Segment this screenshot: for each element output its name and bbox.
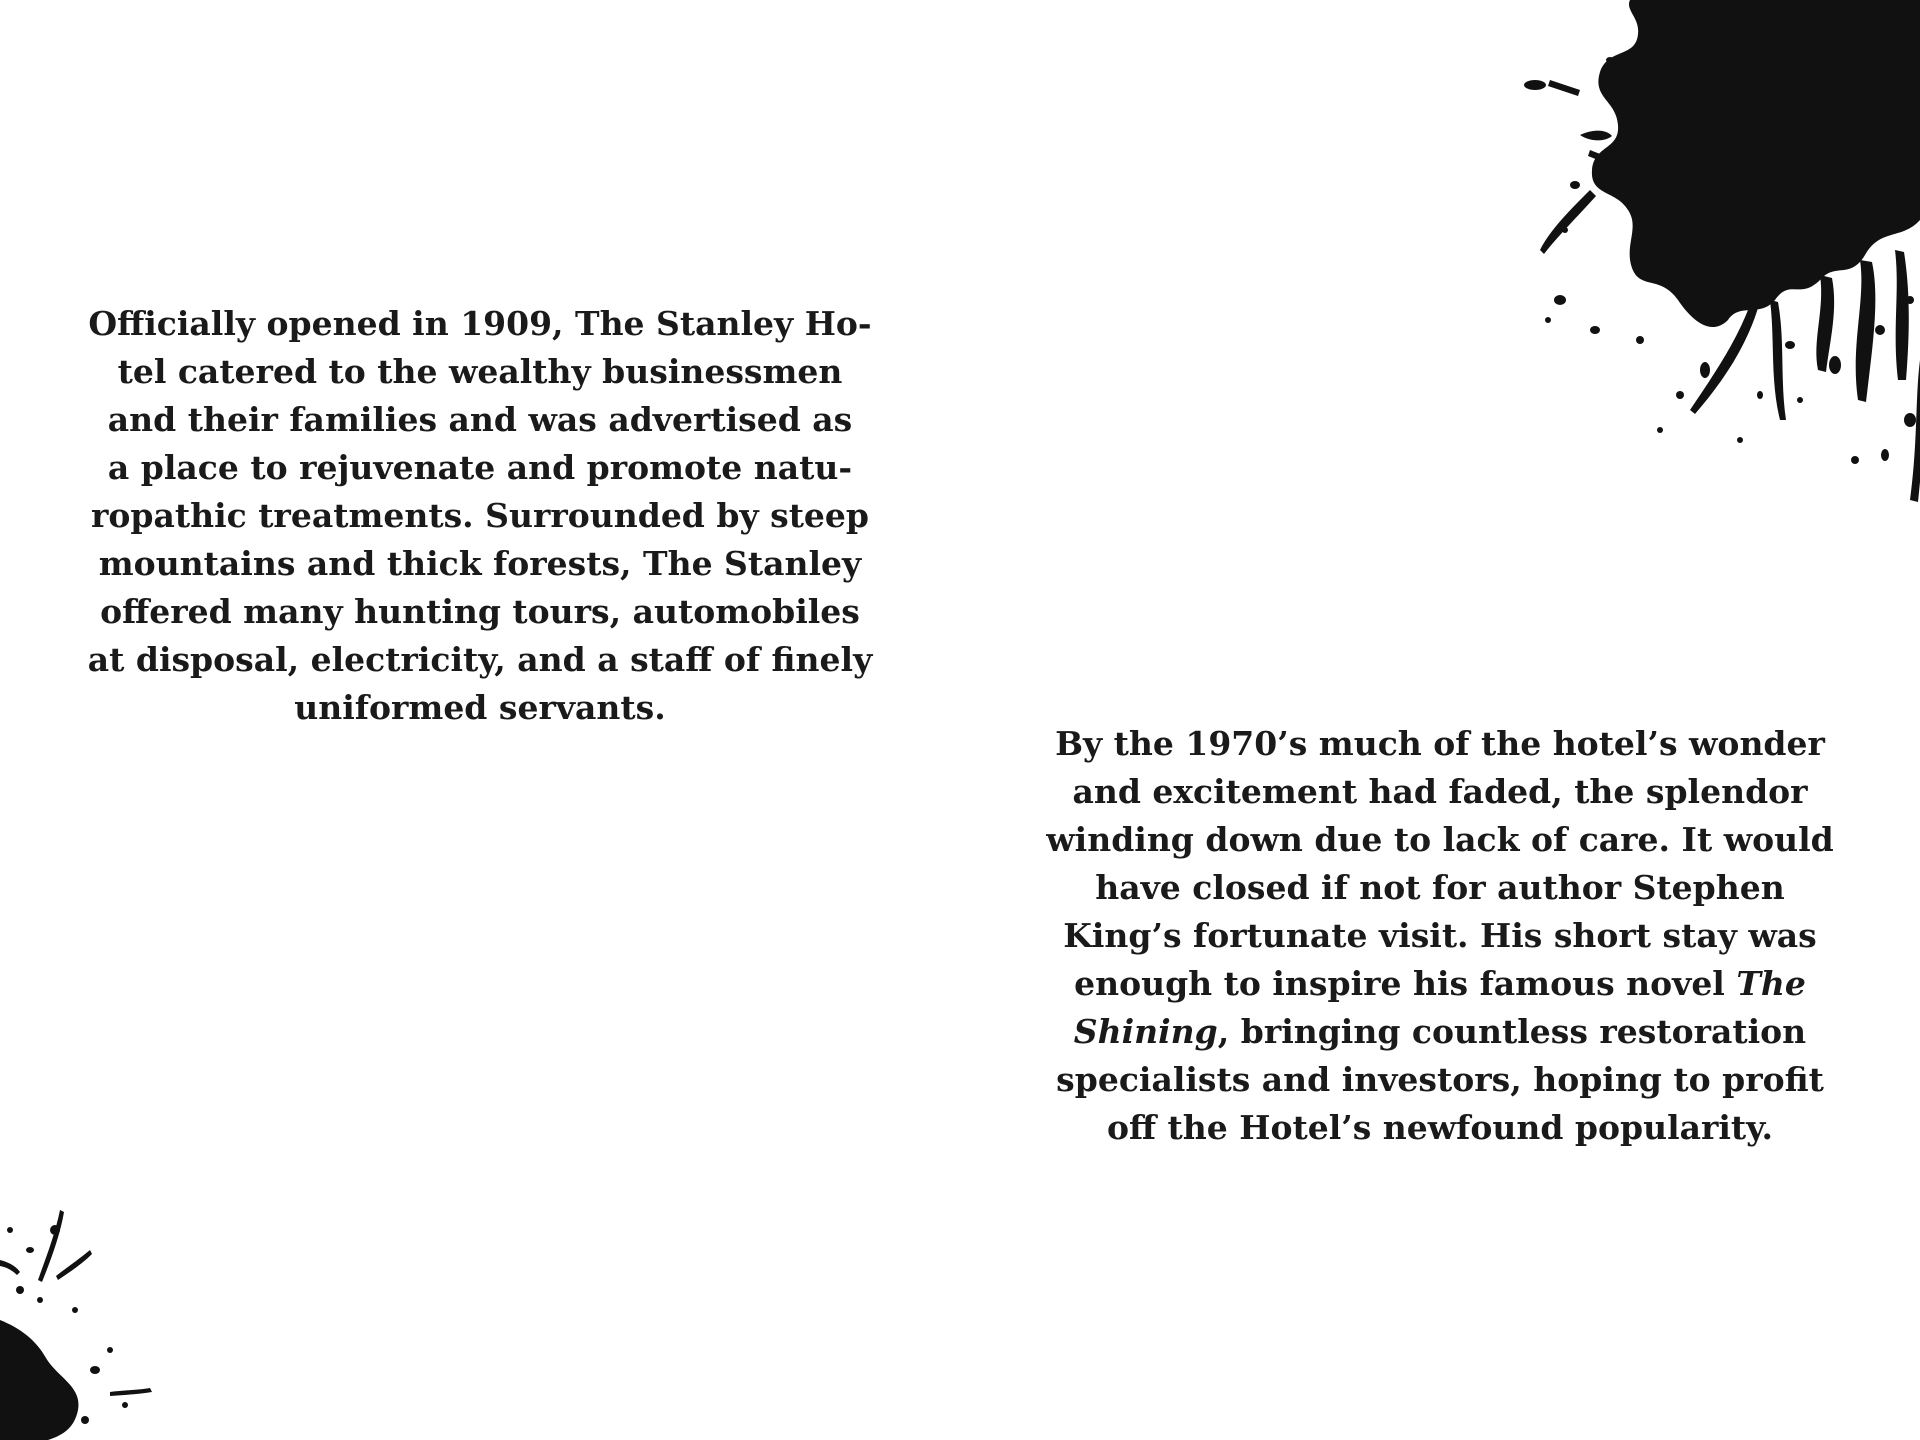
paragraph-2-line: winding down due to lack of care. It would [1046, 820, 1834, 859]
paragraph-1-line: at disposal, electricity, and a staff of finely [87, 640, 873, 679]
line-6-text: enough to inspire his famous novel [1074, 964, 1737, 1003]
paragraph-2-line: off the Hotel’s newfound popularity. [1106, 1108, 1774, 1147]
line-7-text: , bringing countless restoration [1217, 1012, 1807, 1051]
paragraph-2-line: specialists and investors, hoping to profit [1056, 1060, 1824, 1099]
paragraph-1-line: ropathic treatments. Surrounded by steep [90, 496, 869, 535]
ink-splatter-bottom-left [0, 1190, 200, 1440]
paragraph-1-line: tel catered to the wealthy businessmen [117, 352, 843, 391]
paragraph-hotel-opening [70, 300, 890, 732]
paragraph-2-line: King’s fortunate visit. His short stay was [1063, 916, 1817, 955]
paragraph-1-line: Officially opened in 1909, The Stanley Ho- [88, 304, 872, 343]
ink-splatter-top-right [1440, 0, 1920, 560]
paragraph-1-line: mountains and thick forests, The Stanley [98, 544, 862, 583]
paragraph-1-line: uniformed servants. [294, 688, 666, 727]
paragraph-2-line: and excitement had faded, the splendor [1072, 772, 1808, 811]
paragraph-1-line: a place to rejuvenate and promote natu- [107, 448, 853, 487]
paragraph-2-line [1020, 1008, 1860, 1056]
paragraph-2-line [1020, 960, 1860, 1008]
paragraph-2-line: have closed if not for author Stephen [1095, 868, 1785, 907]
book-title-italic: The [1736, 964, 1806, 1003]
paragraph-2-line: By the 1970’s much of the hotel’s wonder [1055, 724, 1825, 763]
paragraph-hotel-decline [1020, 720, 1860, 1152]
paragraph-1-line: offered many hunting tours, automobiles [100, 592, 860, 631]
book-title-italic: Shining [1073, 1012, 1218, 1051]
paragraph-1-line: and their families and was advertised as [107, 400, 853, 439]
